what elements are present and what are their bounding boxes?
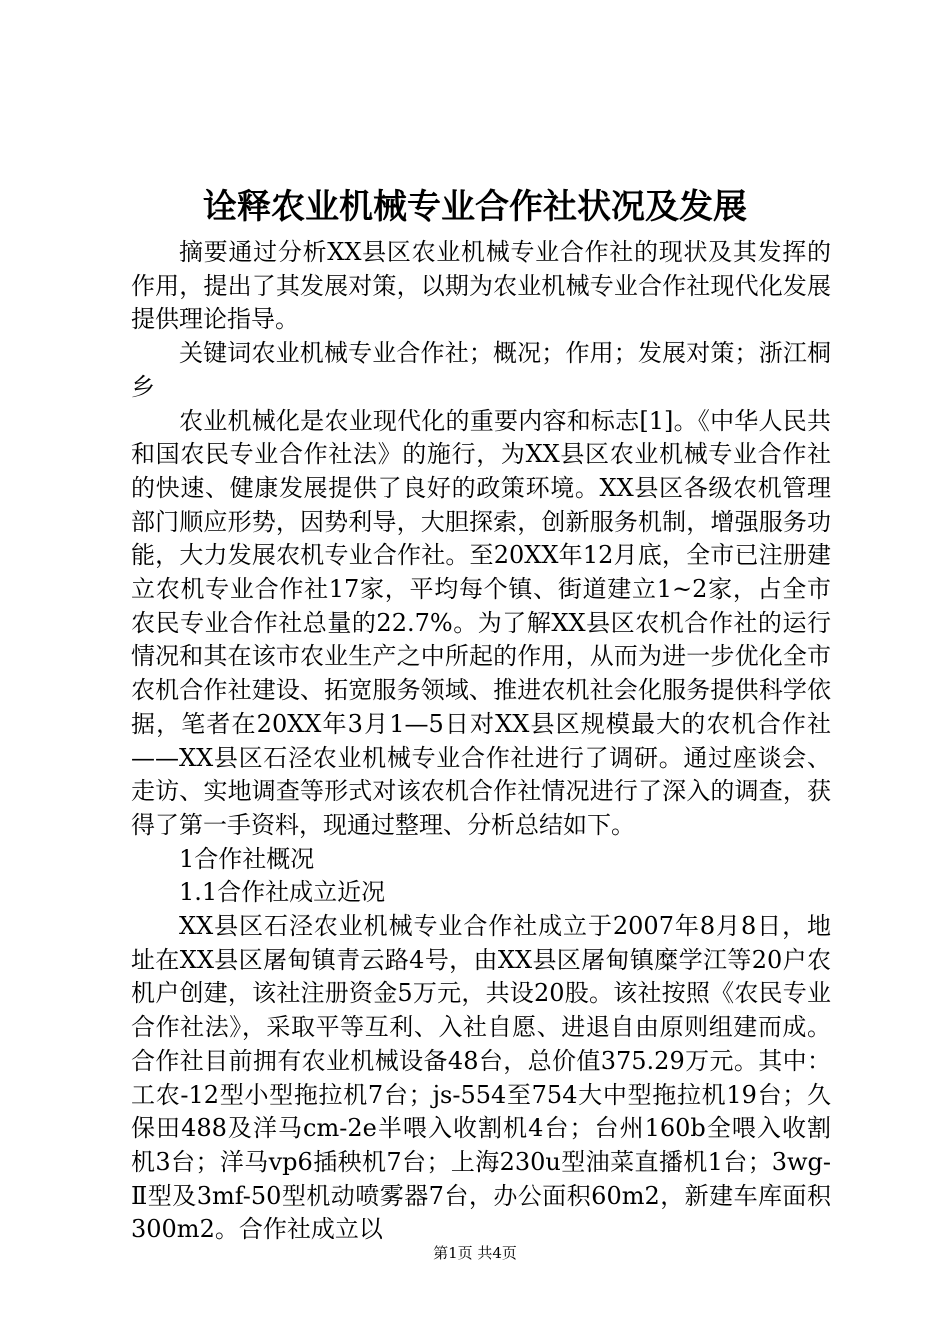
document-title: 诠释农业机械专业合作社状况及发展 [203, 187, 747, 227]
body-paragraph: XX县区石泾农业机械专业合作社成立于2007年8月8日，地址在XX县区屠甸镇青云路4号，由XX县区屠甸镇糜学江等20户农机户创建，该社注册资金5万元，共设20股。该社按照《农民专业合作社法》，采取平等互利、入社自愿、进退自由原则组建而成。合作社目前拥有农业机械设备48台，总价值375.29万元。其中：工农-12型小型拖拉机7台；js-554至754大中型拖拉机19台；久保田488及洋马cm-2e半喂入收割机4台；台州160b全喂入收割机3台；洋马vp6插秧机7台；上海230u型油菜直播机1台；3wg-Ⅱ型及3mf-50型机动喷雾器7台，办公面积60m2，新建车库面积300m2。合作社成立以 [131, 912, 831, 1244]
section-heading: 1合作社概况 [179, 844, 315, 873]
keywords-paragraph: 关键词农业机械专业合作社；概况；作用；发展对策；浙江桐乡 [131, 339, 831, 401]
document-body [131, 236, 831, 1247]
subsection-heading: 1.1合作社成立近况 [179, 878, 386, 907]
intro-paragraph: 农业机械化是农业现代化的重要内容和标志[1]。《中华人民共和国农民专业合作社法》的施行，为XX县区农业机械专业合作社的快速、健康发展提供了良好的政策环境。XX县区各级农机管理部门顺应形势，因势利导，大胆探索，创新服务机制，增强服务功能，大力发展农机专业合作社。至20XX年12月底，全市已注册建立农机专业合作社17家，平均每个镇、街道建立1~2家，占全市农民专业合作社总量的22.7%。为了解XX县区农机合作社的运行情况和其在该市农业生产之中所起的作用，从而为进一步优化全市农机合作社建设、拓宽服务领域、推进农机社会化服务提供科学依据，笔者在20XX年3月1—5日对XX县区规模最大的农机合作社——XX县区石泾农业机械专业合作社进行了调研。通过座谈会、走访、实地调查等形式对该农机合作社情况进行了深入的调查，获得了第一手资料，现通过整理、分析总结如下。 [131, 406, 831, 839]
abstract-paragraph: 摘要通过分析XX县区农业机械专业合作社的现状及其发挥的作用，提出了其发展对策，以期为农业机械专业合作社现代化发展提供理论指导。 [131, 238, 831, 334]
page-footer: 第1页 共4页 [433, 1244, 517, 1262]
